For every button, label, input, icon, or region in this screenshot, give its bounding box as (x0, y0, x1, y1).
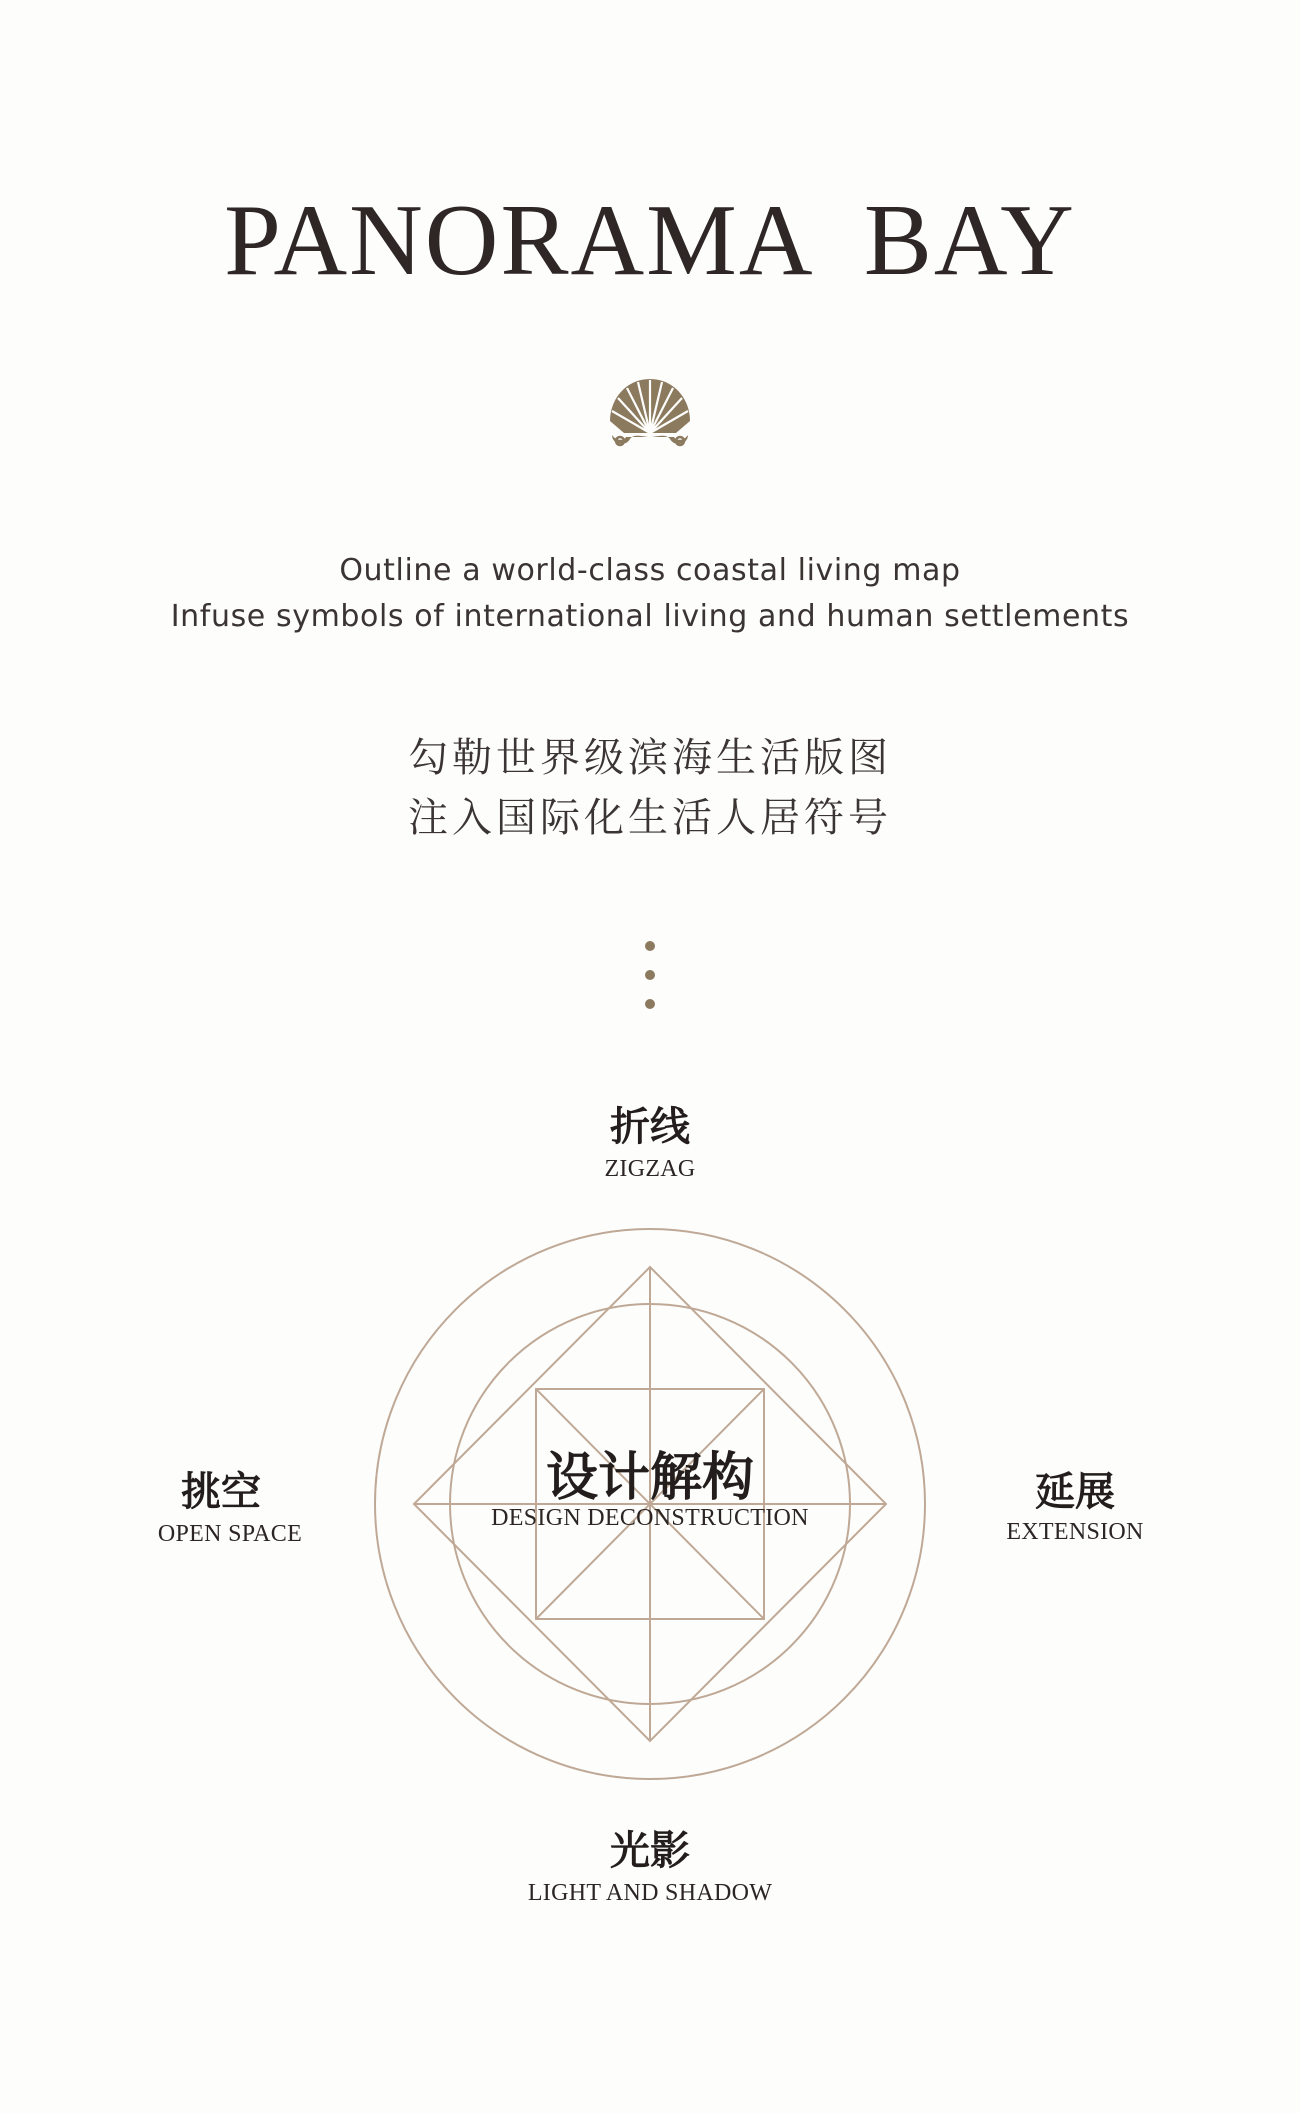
label-zigzag-en: ZIGZAG (604, 1156, 696, 1182)
page-title: PANORAMA BAY (224, 184, 1076, 297)
intro-english (0, 548, 1300, 640)
label-extension (895, 1469, 1255, 1545)
label-light-and-shadow (470, 1828, 830, 1906)
intro-chinese (0, 728, 1300, 848)
label-extension-cn: 延展 (1035, 1469, 1115, 1515)
label-light-shadow-en: LIGHT AND SHADOW (527, 1880, 773, 1906)
vertical-dots-icon (640, 936, 660, 1016)
label-open-space-en: OPEN SPACE (157, 1521, 303, 1547)
label-open-space-cn: 挑空 (181, 1469, 261, 1515)
label-zigzag-cn: 折线 (610, 1104, 690, 1150)
label-open-space (50, 1469, 410, 1547)
intro-english-line: Infuse symbols of international living and human settlements (170, 599, 1130, 634)
intro-english-line: Outline a world-class coastal living map (339, 553, 961, 588)
label-extension-en: EXTENSION (1006, 1519, 1144, 1545)
intro-chinese-line: 注入国际化生活人居符号 (408, 795, 892, 841)
label-light-shadow-cn: 光影 (610, 1828, 690, 1874)
label-zigzag (470, 1104, 830, 1182)
label-design-deconstruction (470, 1448, 830, 1531)
intro-chinese-line: 勾勒世界级滨海生活版图 (408, 735, 892, 781)
label-design-cn: 设计解构 (545, 1448, 754, 1508)
label-design-en: DESIGN DECONSTRUCTION (491, 1505, 809, 1531)
shell-icon (604, 375, 696, 451)
